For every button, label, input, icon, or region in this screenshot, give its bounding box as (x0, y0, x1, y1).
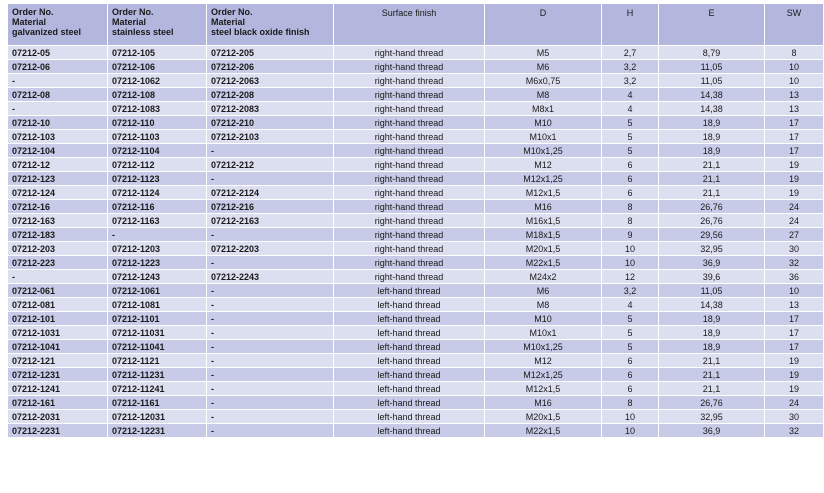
header-order-stainless-line-3: stainless steel (112, 27, 174, 37)
d-cell: M10x1,25 (485, 144, 602, 158)
sw-cell: 19 (765, 382, 824, 396)
table-row (8, 214, 824, 228)
e-cell: 11,05 (659, 74, 765, 88)
header-order-galvanized (8, 4, 108, 46)
sw-cell: 17 (765, 326, 824, 340)
sw-cell: 24 (765, 396, 824, 410)
header-order-galvanized-line-1: Order No. (12, 7, 54, 17)
h-cell: 4 (602, 102, 659, 116)
table-row (8, 256, 824, 270)
h-cell: 6 (602, 172, 659, 186)
order-galvanized-cell: 07212-103 (8, 130, 108, 144)
order-black-oxide-cell: - (207, 368, 334, 382)
order-stainless-cell: 07212-1083 (108, 102, 207, 116)
d-cell: M20x1,5 (485, 410, 602, 424)
h-cell: 10 (602, 256, 659, 270)
order-stainless-cell: - (108, 228, 207, 242)
table-row (8, 144, 824, 158)
order-galvanized-cell: 07212-223 (8, 256, 108, 270)
order-stainless-cell: 07212-1243 (108, 270, 207, 284)
order-black-oxide-cell: - (207, 284, 334, 298)
order-black-oxide-cell: 07212-205 (207, 46, 334, 60)
table-row (8, 382, 824, 396)
h-cell: 4 (602, 298, 659, 312)
sw-cell: 8 (765, 46, 824, 60)
table-row (8, 200, 824, 214)
order-black-oxide-cell: - (207, 228, 334, 242)
order-galvanized-cell: 07212-05 (8, 46, 108, 60)
surface-finish-cell: left-hand thread (334, 312, 485, 326)
h-cell: 8 (602, 214, 659, 228)
order-black-oxide-cell: 07212-212 (207, 158, 334, 172)
d-cell: M5 (485, 46, 602, 60)
order-stainless-cell: 07212-105 (108, 46, 207, 60)
surface-finish-cell: left-hand thread (334, 298, 485, 312)
order-black-oxide-cell: 07212-206 (207, 60, 334, 74)
d-cell: M22x1,5 (485, 424, 602, 438)
e-cell: 18,9 (659, 130, 765, 144)
surface-finish-cell: right-hand thread (334, 130, 485, 144)
surface-finish-cell: right-hand thread (334, 200, 485, 214)
sw-cell: 17 (765, 130, 824, 144)
d-cell: M24x2 (485, 270, 602, 284)
header-order-stainless-line-2: Material (112, 17, 147, 27)
surface-finish-cell: left-hand thread (334, 368, 485, 382)
e-cell: 21,1 (659, 368, 765, 382)
table-row (8, 130, 824, 144)
h-cell: 5 (602, 130, 659, 144)
surface-finish-cell: right-hand thread (334, 46, 485, 60)
product-table-container (7, 3, 802, 438)
order-black-oxide-cell: - (207, 298, 334, 312)
order-stainless-cell: 07212-1161 (108, 396, 207, 410)
e-cell: 32,95 (659, 410, 765, 424)
surface-finish-cell: right-hand thread (334, 186, 485, 200)
surface-finish-cell: right-hand thread (334, 242, 485, 256)
h-cell: 9 (602, 228, 659, 242)
table-row (8, 312, 824, 326)
order-black-oxide-cell: - (207, 424, 334, 438)
sw-cell: 36 (765, 270, 824, 284)
order-stainless-cell: 07212-110 (108, 116, 207, 130)
e-cell: 26,76 (659, 214, 765, 228)
e-cell: 32,95 (659, 242, 765, 256)
order-galvanized-cell: 07212-16 (8, 200, 108, 214)
d-cell: M6 (485, 284, 602, 298)
table-row (8, 46, 824, 60)
d-cell: M10x1 (485, 130, 602, 144)
sw-cell: 24 (765, 214, 824, 228)
table-row (8, 368, 824, 382)
e-cell: 29,56 (659, 228, 765, 242)
table-row (8, 396, 824, 410)
order-galvanized-cell: - (8, 102, 108, 116)
e-cell: 14,38 (659, 88, 765, 102)
e-cell: 26,76 (659, 396, 765, 410)
order-black-oxide-cell: 07212-216 (207, 200, 334, 214)
d-cell: M6 (485, 60, 602, 74)
d-cell: M12x1,5 (485, 186, 602, 200)
order-black-oxide-cell: 07212-2124 (207, 186, 334, 200)
surface-finish-cell: right-hand thread (334, 144, 485, 158)
e-cell: 21,1 (659, 172, 765, 186)
order-black-oxide-cell: - (207, 354, 334, 368)
order-black-oxide-cell: 07212-2203 (207, 242, 334, 256)
h-cell: 10 (602, 242, 659, 256)
h-cell: 6 (602, 186, 659, 200)
e-cell: 14,38 (659, 102, 765, 116)
surface-finish-cell: right-hand thread (334, 228, 485, 242)
sw-cell: 27 (765, 228, 824, 242)
sw-cell: 17 (765, 312, 824, 326)
order-stainless-cell: 07212-106 (108, 60, 207, 74)
order-galvanized-cell: 07212-2031 (8, 410, 108, 424)
surface-finish-cell: left-hand thread (334, 382, 485, 396)
h-cell: 3,2 (602, 60, 659, 74)
table-row (8, 270, 824, 284)
d-cell: M10x1,25 (485, 340, 602, 354)
order-galvanized-cell: 07212-12 (8, 158, 108, 172)
order-black-oxide-cell: 07212-2103 (207, 130, 334, 144)
order-black-oxide-cell: 07212-2063 (207, 74, 334, 88)
e-cell: 26,76 (659, 200, 765, 214)
header-order-stainless (108, 4, 207, 46)
sw-cell: 10 (765, 74, 824, 88)
sw-cell: 13 (765, 102, 824, 116)
order-galvanized-cell: 07212-1241 (8, 382, 108, 396)
table-body (8, 46, 824, 438)
order-stainless-cell: 07212-1223 (108, 256, 207, 270)
order-black-oxide-cell: - (207, 382, 334, 396)
sw-cell: 13 (765, 298, 824, 312)
order-stainless-cell: 07212-11031 (108, 326, 207, 340)
order-black-oxide-cell: - (207, 326, 334, 340)
order-galvanized-cell: 07212-081 (8, 298, 108, 312)
sw-cell: 17 (765, 144, 824, 158)
e-cell: 21,1 (659, 158, 765, 172)
header-order-stainless-line-1: Order No. (112, 7, 154, 17)
sw-cell: 19 (765, 354, 824, 368)
sw-cell: 10 (765, 60, 824, 74)
order-galvanized-cell: 07212-08 (8, 88, 108, 102)
table-row (8, 228, 824, 242)
surface-finish-cell: right-hand thread (334, 102, 485, 116)
surface-finish-cell: right-hand thread (334, 74, 485, 88)
e-cell: 18,9 (659, 116, 765, 130)
header-order-galvanized-line-2: Material (12, 17, 47, 27)
h-cell: 5 (602, 116, 659, 130)
d-cell: M8 (485, 88, 602, 102)
h-cell: 5 (602, 144, 659, 158)
e-cell: 14,38 (659, 298, 765, 312)
header-order-galvanized-line-3: galvanized steel (12, 27, 82, 37)
e-cell: 18,9 (659, 312, 765, 326)
order-galvanized-cell: 07212-1031 (8, 326, 108, 340)
e-cell: 39,6 (659, 270, 765, 284)
order-stainless-cell: 07212-12231 (108, 424, 207, 438)
h-cell: 8 (602, 200, 659, 214)
h-cell: 12 (602, 270, 659, 284)
e-cell: 36,9 (659, 256, 765, 270)
order-stainless-cell: 07212-1081 (108, 298, 207, 312)
h-cell: 5 (602, 340, 659, 354)
order-black-oxide-cell: 07212-208 (207, 88, 334, 102)
order-stainless-cell: 07212-1121 (108, 354, 207, 368)
table-row (8, 172, 824, 186)
surface-finish-cell: left-hand thread (334, 340, 485, 354)
order-galvanized-cell: 07212-121 (8, 354, 108, 368)
h-cell: 6 (602, 382, 659, 396)
order-stainless-cell: 07212-112 (108, 158, 207, 172)
e-cell: 18,9 (659, 144, 765, 158)
order-galvanized-cell: 07212-1231 (8, 368, 108, 382)
surface-finish-cell: left-hand thread (334, 354, 485, 368)
sw-cell: 19 (765, 158, 824, 172)
table-row (8, 60, 824, 74)
e-cell: 11,05 (659, 60, 765, 74)
header-order-black-oxide (207, 4, 334, 46)
table-row (8, 116, 824, 130)
order-stainless-cell: 07212-1163 (108, 214, 207, 228)
h-cell: 4 (602, 88, 659, 102)
d-cell: M10 (485, 116, 602, 130)
table-row (8, 340, 824, 354)
order-stainless-cell: 07212-108 (108, 88, 207, 102)
order-black-oxide-cell: - (207, 410, 334, 424)
surface-finish-cell: left-hand thread (334, 396, 485, 410)
surface-finish-cell: right-hand thread (334, 60, 485, 74)
table-row (8, 284, 824, 298)
sw-cell: 13 (765, 88, 824, 102)
h-cell: 3,2 (602, 74, 659, 88)
sw-cell: 19 (765, 172, 824, 186)
sw-cell: 10 (765, 284, 824, 298)
header-order-black-oxide-line-3: steel black oxide finish (211, 27, 310, 37)
h-cell: 6 (602, 368, 659, 382)
table-row (8, 158, 824, 172)
surface-finish-cell: left-hand thread (334, 326, 485, 340)
sw-cell: 17 (765, 340, 824, 354)
order-galvanized-cell: 07212-101 (8, 312, 108, 326)
order-galvanized-cell: - (8, 74, 108, 88)
order-stainless-cell: 07212-11231 (108, 368, 207, 382)
d-cell: M10 (485, 312, 602, 326)
h-cell: 6 (602, 354, 659, 368)
h-cell: 5 (602, 312, 659, 326)
h-cell: 3,2 (602, 284, 659, 298)
d-cell: M12 (485, 158, 602, 172)
d-cell: M22x1,5 (485, 256, 602, 270)
e-cell: 21,1 (659, 354, 765, 368)
e-cell: 18,9 (659, 326, 765, 340)
table-row (8, 326, 824, 340)
table-row (8, 410, 824, 424)
order-galvanized-cell: 07212-1041 (8, 340, 108, 354)
d-cell: M16 (485, 396, 602, 410)
header-sw: SW (765, 4, 824, 46)
order-black-oxide-cell: 07212-210 (207, 116, 334, 130)
d-cell: M12x1,25 (485, 172, 602, 186)
surface-finish-cell: left-hand thread (334, 284, 485, 298)
sw-cell: 32 (765, 424, 824, 438)
order-stainless-cell: 07212-1062 (108, 74, 207, 88)
h-cell: 10 (602, 424, 659, 438)
surface-finish-cell: right-hand thread (334, 256, 485, 270)
order-galvanized-cell: 07212-183 (8, 228, 108, 242)
sw-cell: 19 (765, 186, 824, 200)
order-stainless-cell: 07212-1061 (108, 284, 207, 298)
d-cell: M18x1,5 (485, 228, 602, 242)
order-black-oxide-cell: 07212-2163 (207, 214, 334, 228)
sw-cell: 30 (765, 410, 824, 424)
order-stainless-cell: 07212-116 (108, 200, 207, 214)
order-stainless-cell: 07212-11041 (108, 340, 207, 354)
sw-cell: 19 (765, 368, 824, 382)
surface-finish-cell: right-hand thread (334, 172, 485, 186)
order-stainless-cell: 07212-1101 (108, 312, 207, 326)
sw-cell: 32 (765, 256, 824, 270)
order-black-oxide-cell: - (207, 396, 334, 410)
header-row (8, 4, 824, 46)
order-galvanized-cell: 07212-161 (8, 396, 108, 410)
surface-finish-cell: right-hand thread (334, 270, 485, 284)
h-cell: 5 (602, 326, 659, 340)
order-stainless-cell: 07212-1203 (108, 242, 207, 256)
order-stainless-cell: 07212-1123 (108, 172, 207, 186)
e-cell: 8,79 (659, 46, 765, 60)
order-stainless-cell: 07212-11241 (108, 382, 207, 396)
order-galvanized-cell: - (8, 270, 108, 284)
table-row (8, 424, 824, 438)
h-cell: 6 (602, 158, 659, 172)
h-cell: 8 (602, 396, 659, 410)
e-cell: 21,1 (659, 382, 765, 396)
order-black-oxide-cell: 07212-2243 (207, 270, 334, 284)
table-row (8, 242, 824, 256)
order-galvanized-cell: 07212-163 (8, 214, 108, 228)
header-order-black-oxide-line-2: Material (211, 17, 246, 27)
product-table (7, 3, 824, 438)
order-black-oxide-cell: - (207, 172, 334, 186)
order-galvanized-cell: 07212-123 (8, 172, 108, 186)
header-h: H (602, 4, 659, 46)
table-row (8, 102, 824, 116)
surface-finish-cell: right-hand thread (334, 158, 485, 172)
sw-cell: 24 (765, 200, 824, 214)
header-surface-finish: Surface finish (334, 4, 485, 46)
order-galvanized-cell: 07212-104 (8, 144, 108, 158)
d-cell: M12 (485, 354, 602, 368)
surface-finish-cell: right-hand thread (334, 88, 485, 102)
table-row (8, 298, 824, 312)
surface-finish-cell: left-hand thread (334, 410, 485, 424)
order-stainless-cell: 07212-1104 (108, 144, 207, 158)
d-cell: M12x1,5 (485, 382, 602, 396)
table-row (8, 74, 824, 88)
order-black-oxide-cell: - (207, 312, 334, 326)
d-cell: M12x1,25 (485, 368, 602, 382)
e-cell: 36,9 (659, 424, 765, 438)
order-black-oxide-cell: - (207, 340, 334, 354)
order-galvanized-cell: 07212-203 (8, 242, 108, 256)
order-galvanized-cell: 07212-06 (8, 60, 108, 74)
order-black-oxide-cell: - (207, 144, 334, 158)
d-cell: M6x0,75 (485, 74, 602, 88)
order-black-oxide-cell: - (207, 256, 334, 270)
d-cell: M8x1 (485, 102, 602, 116)
header-e: E (659, 4, 765, 46)
table-row (8, 354, 824, 368)
header-d: D (485, 4, 602, 46)
d-cell: M8 (485, 298, 602, 312)
order-stainless-cell: 07212-12031 (108, 410, 207, 424)
h-cell: 10 (602, 410, 659, 424)
table-header (8, 4, 824, 46)
order-galvanized-cell: 07212-061 (8, 284, 108, 298)
order-stainless-cell: 07212-1103 (108, 130, 207, 144)
e-cell: 11,05 (659, 284, 765, 298)
e-cell: 21,1 (659, 186, 765, 200)
header-order-black-oxide-line-1: Order No. (211, 7, 253, 17)
surface-finish-cell: right-hand thread (334, 214, 485, 228)
d-cell: M16 (485, 200, 602, 214)
table-row (8, 186, 824, 200)
order-galvanized-cell: 07212-124 (8, 186, 108, 200)
d-cell: M20x1,5 (485, 242, 602, 256)
order-galvanized-cell: 07212-10 (8, 116, 108, 130)
d-cell: M10x1 (485, 326, 602, 340)
surface-finish-cell: right-hand thread (334, 116, 485, 130)
e-cell: 18,9 (659, 340, 765, 354)
table-row (8, 88, 824, 102)
d-cell: M16x1,5 (485, 214, 602, 228)
h-cell: 2,7 (602, 46, 659, 60)
sw-cell: 17 (765, 116, 824, 130)
sw-cell: 30 (765, 242, 824, 256)
order-galvanized-cell: 07212-2231 (8, 424, 108, 438)
order-black-oxide-cell: 07212-2083 (207, 102, 334, 116)
surface-finish-cell: left-hand thread (334, 424, 485, 438)
order-stainless-cell: 07212-1124 (108, 186, 207, 200)
